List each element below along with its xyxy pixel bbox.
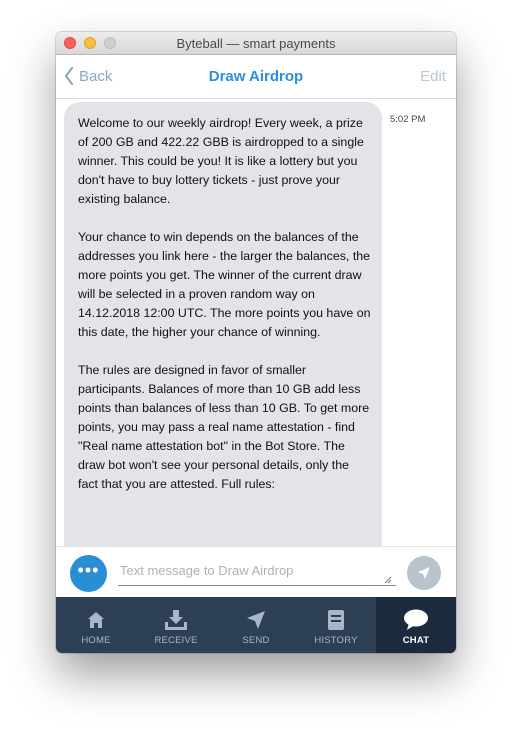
chat-messages[interactable] xyxy=(56,100,456,546)
message-paragraph: Your chance to win depends on the balances of the addresses you link here - the larger the balances, the more points you get. The winner of the current draw will be selected in a proven random way on 14.12.2018 12:00 UTC. The more points you have on this date, the higher your chance of winning. xyxy=(78,230,371,339)
message-input[interactable] xyxy=(118,559,396,586)
message-composer xyxy=(56,546,456,597)
tab-home-label: HOME xyxy=(81,635,111,646)
tab-home[interactable] xyxy=(56,597,136,653)
receive-icon xyxy=(164,608,188,632)
resize-grip-icon[interactable] xyxy=(384,576,392,584)
send-icon xyxy=(246,608,266,632)
navigation-bar xyxy=(56,55,456,99)
tab-send[interactable] xyxy=(216,597,296,653)
window-titlebar[interactable] xyxy=(56,32,456,55)
back-button-label: Back xyxy=(79,67,113,85)
app-window xyxy=(56,32,456,653)
home-icon xyxy=(86,608,106,632)
tab-history-label: HISTORY xyxy=(314,635,358,646)
message-paragraph: The rules are designed in favor of smaller participants. Balances of more than 10 GB add less points than balances of less than 10 GB. To get more points, you may pass a real name attestation - find "Real name attestation bot" in the Bot Store. The draw bot won't see your personal details, only the fact that you are attested. Full rules: xyxy=(78,363,370,491)
message-timestamp: 5:02 PM xyxy=(390,114,426,125)
tab-receive-label: RECEIVE xyxy=(154,635,198,646)
chat-menu-button[interactable] xyxy=(70,555,107,592)
tab-receive[interactable] xyxy=(136,597,216,653)
edit-button[interactable]: Edit xyxy=(420,68,446,85)
window-title: Byteball — smart payments xyxy=(176,36,336,51)
bottom-tab-bar xyxy=(56,597,456,653)
tab-history[interactable] xyxy=(296,597,376,653)
send-message-button[interactable] xyxy=(407,556,441,590)
paper-plane-icon xyxy=(417,566,431,580)
tab-chat[interactable] xyxy=(376,597,456,653)
history-icon xyxy=(327,608,345,632)
more-dots-icon: ••• xyxy=(77,560,100,580)
chat-icon xyxy=(403,608,429,632)
tab-send-label: SEND xyxy=(242,635,270,646)
message-bubble xyxy=(64,102,382,546)
page-title: Draw Airdrop xyxy=(208,68,304,85)
tab-chat-label: CHAT xyxy=(402,635,430,646)
message-paragraph: Welcome to our weekly airdrop! Every week, a prize of 200 GB and 422.22 GBB is airdropped to a single winner. This could be you! It is like a lottery but you don't have to buy lottery tickets - just prove your existing balance. xyxy=(78,116,364,206)
